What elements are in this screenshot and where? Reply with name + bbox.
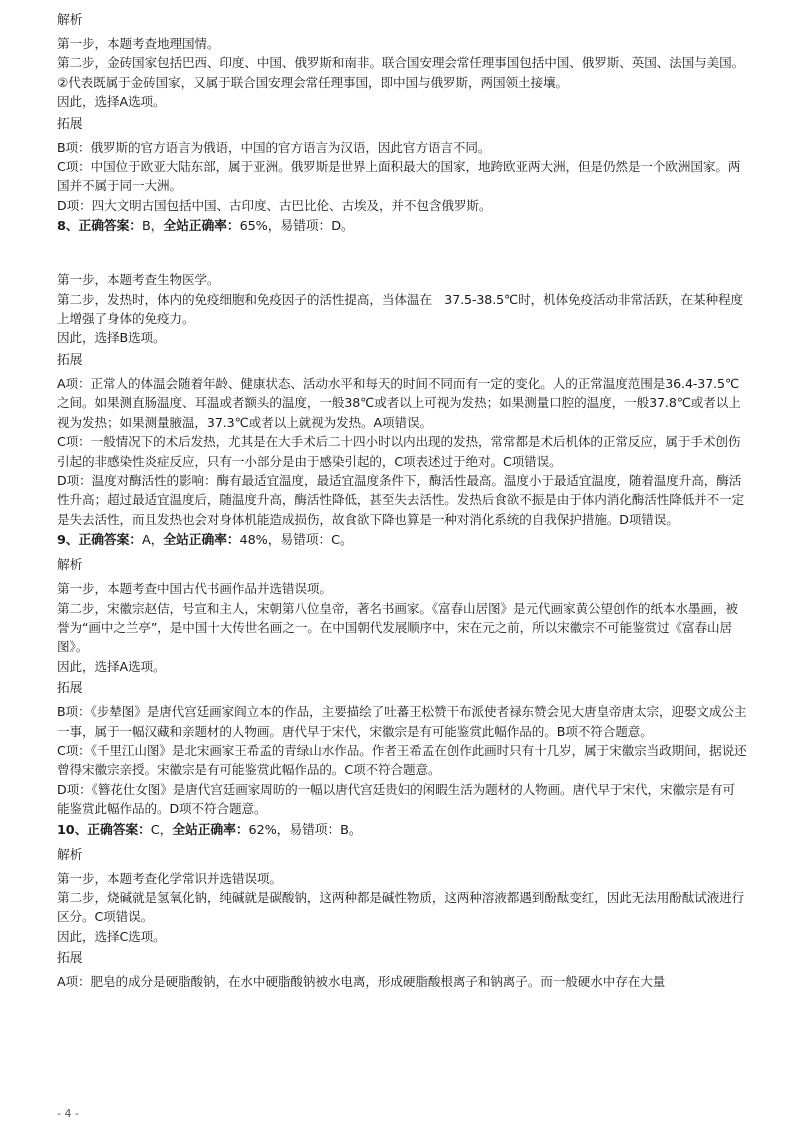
answer-norm2: 48%，易错项：C。: [239, 533, 353, 549]
answer-norm1: B，: [142, 219, 164, 235]
answer-norm2: 65%，易错项：D。: [239, 219, 354, 235]
paragraph: 第二步，金砖国家包括巴西、印度、中国、俄罗斯和南非。联合国安理会常任理事国包括中国、俄罗斯、英国、法国与美国。②代表既属于金砖国家，又属于联合国安理会常任理事国，即中国与俄罗斯，两国领土接壤。: [57, 55, 745, 90]
answer-norm2: 62%，易错项：B。: [248, 822, 362, 838]
answer-line: [57, 819, 747, 843]
document-body: [57, 8, 747, 992]
paragraph: 因此，选择C选项。: [57, 928, 166, 944]
paragraph: D项：四大文明古国包括中国、古印度、古巴比伦、古埃及，并不包含俄罗斯。: [57, 197, 492, 213]
section-heading: 拓展: [57, 352, 83, 368]
paragraph: 因此，选择A选项。: [57, 94, 166, 110]
answer-bold2: 全站正确率：: [163, 219, 240, 235]
answer-line: [57, 215, 747, 239]
paragraph: 第二步，烧碱就是氢氧化钠，纯碱就是碳酸钠，这两种都是碱性物质，这两种溶液都遇到酚酞变红，因此无法用酚酞试液进行区分。C项错误。: [57, 890, 745, 925]
paragraph: 因此，选择B选项。: [57, 330, 166, 346]
section-heading: 解析: [57, 847, 83, 863]
blank-gap: [57, 239, 747, 270]
answer-bold: 10、正确答案：: [57, 822, 151, 838]
answer-bold2: 全站正确率：: [172, 822, 249, 838]
paragraph: C项：中国位于欧亚大陆东部，属于亚洲。俄罗斯是世界上面积最大的国家，地跨欧亚两大洲，但是仍然是一个欧洲国家。两国并不属于同一大洲。: [57, 159, 741, 194]
answer-bold2: 全站正确率：: [163, 533, 240, 549]
section-heading: 拓展: [57, 116, 83, 132]
answer-norm1: C，: [150, 822, 173, 838]
section-heading: 解析: [57, 558, 83, 574]
paragraph: C项：一般情况下的术后发热，尤其是在大手术后二十四小时以内出现的发热，常常都是术后机体的正常反应，属于手术创伤引起的非感染性炎症反应，只有一小部分是由于感染引起的，C项表述过于绝对。C项错误。: [57, 434, 741, 469]
page-number: - 4 -: [57, 1107, 79, 1120]
section-heading: 拓展: [57, 951, 83, 967]
answer-norm1: A，: [142, 533, 164, 549]
paragraph: D项：《簪花仕女图》是唐代宫廷画家周昉的一幅以唐代宫廷贵妇的闲暇生活为题材的人物画。唐代早于宋代，宋徽宗是有可能鉴赏此幅作品的。D项不符合题意。: [57, 781, 735, 817]
answer-line: [57, 529, 747, 553]
paragraph: B项：俄罗斯的官方语言为俄语，中国的官方语言为汉语，因此官方语言不同。: [57, 139, 491, 155]
section-heading: 解析: [57, 13, 83, 28]
paragraph: 第二步，宋徽宗赵佶，号宣和主人，宋朝第八位皇帝，著名书画家。《富春山居图》是元代画家黄公望创作的纸本水墨画，被誉为“画中之兰亭”，是中国十大传世名画之一。在中国朝代发展顺序中，宋在元之前，所以宋徽宗不可能鉴赏过《富春山居图》。: [57, 600, 738, 655]
paragraph: B项：《步辇图》是唐代宫廷画家阎立本的作品，主要描绘了吐蕃王松赞干布派使者禄东赞会见大唐皇帝唐太宗，迎娶文成公主一事，属于一幅汉藏和亲题材的人物画。唐代早于宋代，宋徽宗是有可能鉴赏此幅作品的。B项不符合题意。: [57, 704, 747, 739]
paragraph: D项：温度对酶活性的影响：酶有最适宜温度，最适宜温度条件下，酶活性最高。温度小于最适宜温度，随着温度升高，酶活性升高；超过最适宜温度后，随温度升高，酶活性降低，甚至失去活性。发热后食欲不振是由于体内消化酶活性降低并不一定是失去活性，而且发热也会对身体机能造成损伤，故食欲下降也算是一种对消化系统的自我保护措施。D项错误。: [57, 472, 745, 527]
paragraph: C项：《千里江山图》是北宋画家王希孟的青绿山水作品。作者王希孟在创作此画时只有十几岁，属于宋徽宗当政期间，据说还曾得宋徽宗亲授。宋徽宗是有可能鉴赏此幅作品的。C项不符合题意。: [57, 742, 747, 778]
paragraph: 第二步，发热时，体内的免疫细胞和免疫因子的活性提高，当体温在 37.5-38.5℃时，机体免疫活动非常活跃，在某种程度上增强了身体的免疫力。: [57, 291, 743, 327]
paragraph: 第一步，本题考查生物医学。: [57, 272, 220, 288]
section-heading: 拓展: [57, 681, 83, 697]
paragraph: 第一步，本题考查中国古代书画作品并选错误项。: [57, 581, 332, 597]
paragraph: 因此，选择A选项。: [57, 658, 166, 674]
paragraph: A项：正常人的体温会随着年龄、健康状态、活动水平和每天的时间不同而有一定的变化。人的正常温度范围是36.4-37.5℃之间。如果测直肠温度、耳温或者额头的温度，一般38℃或者以上可视为发热；如果测量口腔的温度，一般37.8℃或者以上视为发热；如果测量腋温，37.3℃或者以上就视为发热。A项错误。: [57, 375, 741, 430]
paragraph: 第一步，本题考查化学常识并选错误项。: [57, 870, 282, 886]
answer-bold: 9、正确答案：: [57, 533, 142, 549]
paragraph: 第一步，本题考查地理国情。: [57, 36, 220, 51]
paragraph: A项：肥皂的成分是硬脂酸钠，在水中硬脂酸钠被水电离，形成硬脂酸根离子和钠离子。而一般硬水中存在大量: [57, 974, 666, 990]
answer-bold: 8、正确答案：: [57, 219, 142, 235]
